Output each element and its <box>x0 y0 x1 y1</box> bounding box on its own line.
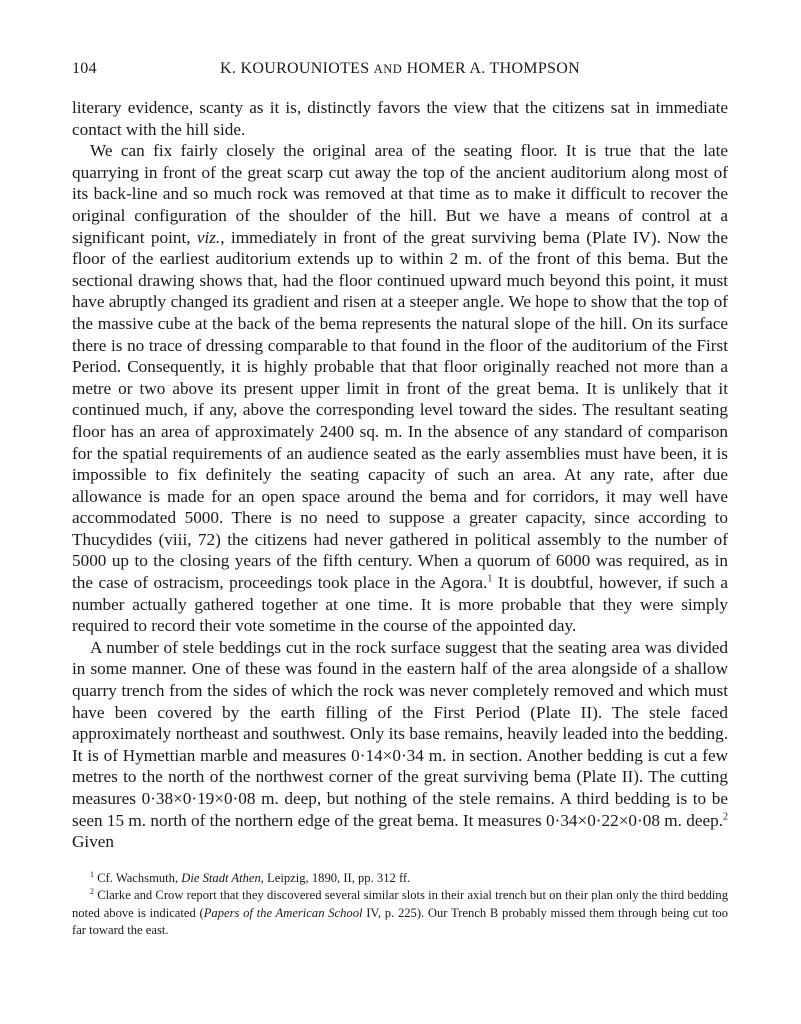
footnote-ref-1[interactable]: 1 <box>487 573 493 585</box>
author-thompson: HOMER A. THOMPSON <box>406 60 580 77</box>
body-text <box>72 97 728 853</box>
footnote-1: $^1$ Cf. Wachsmuth, Die Stadt Athen, Leipzig, 1890, II, pp. 312 ff. <box>90 869 411 885</box>
footnote-mark-1: 1 <box>90 869 94 879</box>
running-head-authors <box>132 60 728 78</box>
footnote-1-title: Die Stadt Athen, <box>181 870 264 885</box>
running-header <box>72 60 728 86</box>
paragraph-1: literary evidence, scanty as it is, distinctly favors the view that the citizens sat in immediate contact with the hill side. <box>72 98 728 139</box>
footnote-mark-2: 2 <box>90 887 94 897</box>
page <box>72 60 728 940</box>
and-word: AND <box>373 62 403 76</box>
page-number: 104 <box>72 60 97 77</box>
footnote-ref-2[interactable]: 2 <box>723 810 728 822</box>
author-kourouniotes: K. KOUROUNIOTES <box>220 60 370 77</box>
footnotes <box>72 870 728 940</box>
footnote-2: $^2$ Clarke and Crow report that they discovered several similar slots in their axial trench but on their plan only the third bedding noted above is indicated (Papers of the American School IV, p. 225). Our Trench B probably missed them through being cut too far toward the east. <box>72 887 729 938</box>
paragraph-3: A number of stele beddings cut in the rock surface suggest that the seating area was divided in some manner. One of these was found in the eastern half of the area alongside of a shallow quarry trench from the sides of which the rock was never completely removed and which must have been covered by the earth filling of the First Period (Plate II). The stele faced approximately northeast and southwest. Only its base remains, heavily leaded into the bedding. It is of Hymettian marble and measures 0·14×0·34 m. in section. Another bedding is cut a few metres to the north of the northwest corner of the great surviving bema (Plate II). The cutting measures 0·38×0·19×0·08 m. deep, but nothing of the stele remains. A third bedding is to be seen 15 m. north of the northern edge of the great bema. It measures 0·34×0·22×0·08 m. deep.$^2$ Given <box>72 637 728 852</box>
viz-italic: viz. <box>196 227 221 247</box>
footnote-2-title: Papers of the American School <box>203 905 363 920</box>
paragraph-2: We can fix fairly closely the original area of the seating floor. It is true that the late quarrying in front of the great scarp cut away the top of the ancient auditorium along most of its back-line and so much rock was removed at that time as to make it difficult to recover the original configuration of the shoulder of the hill. But we have a means of control at a significant point, viz., immediately in front of the great surviving bema (Plate IV). Now the floor of the earliest auditorium extends up to within 2 m. of the front of this bema. But the sectional drawing shows that, had the floor continued upward much beyond this point, it must have abruptly changed its gradient and risen at a steeper angle. We hope to show that the top of the massive cube at the back of the bema represents the natural slope of the hill. On its surface there is no trace of dressing comparable to that found in the floor of the auditorium of the First Period. Consequently, it is highly probable that that floor originally reached not more than a metre or two above its present upper limit in front of the great bema. It is unlikely that it continued much, if any, above the corresponding level toward the sides. The resultant seating floor has an area of approximately 2400 sq. m. In the absence of any standard of comparison for the spatial requirements of an audience seated as the early assemblies must have been, it is impossible to fix definitely the seating capacity of such an area. At any rate, after due allowance is made for an open space around the bema and for corridors, it may well have accommodated 5000. There is no need to suppose a greater capacity, since according to Thucydides (viii, 72) the citizens had never gathered in political assembly to the number of 5000 up to the closing years of the fifth century. When a quorum of 6000 was required, as in the case of ostracism, proceedings took place in the Agora.$^1$ It is doubtful, however, if such a number actually gathered together at one time. It is more probable that they were simply required to record their vote sometime in the course of the appointed day. <box>72 141 728 636</box>
